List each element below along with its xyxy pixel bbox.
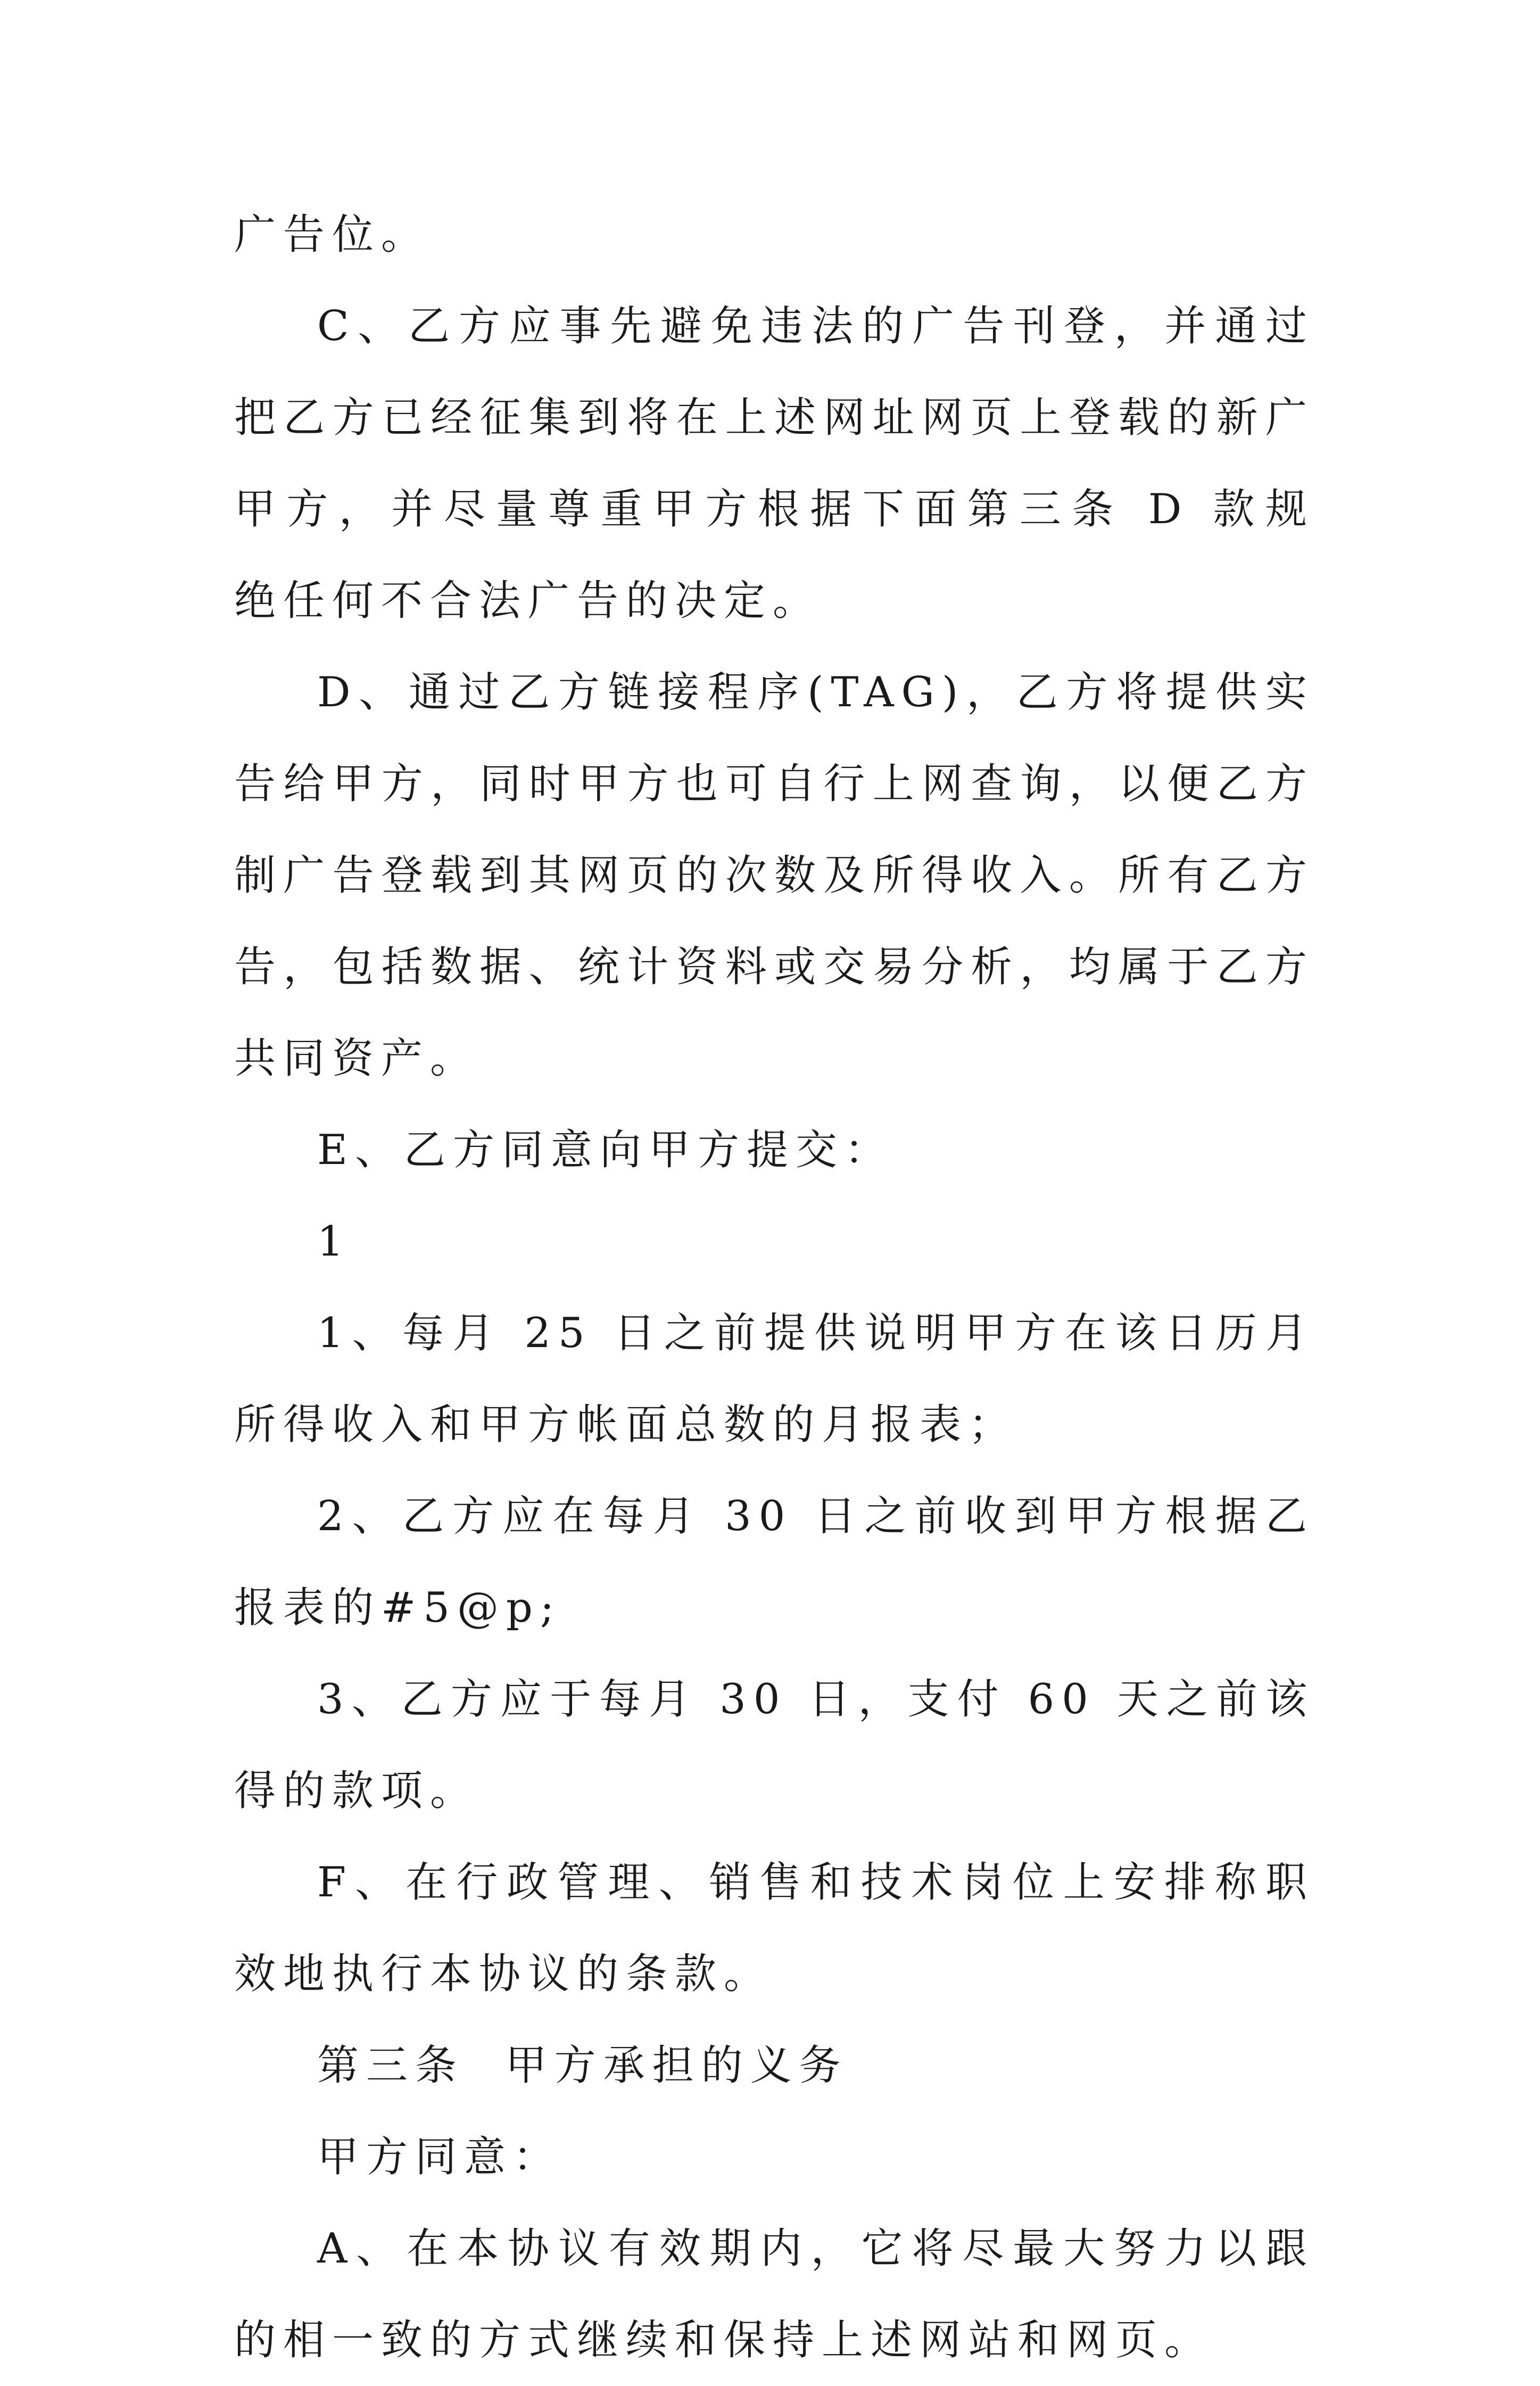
paragraph-line: 甲方，并尽量尊重甲方根据下面第三条 D 款规	[234, 485, 1314, 533]
document-body	[234, 189, 1314, 2386]
paragraph-line: 2、乙方应在每月 30 日之前收到甲方根据乙	[317, 1492, 1314, 1540]
paragraph-line: 把乙方已经征集到将在上述网址网页上登载的新广	[234, 394, 1314, 442]
paragraph-line: 绝任何不合法广告的决定。	[234, 577, 822, 625]
paragraph-line: 甲方同意：	[317, 2133, 562, 2181]
paragraph-line: 广告位。	[234, 211, 430, 259]
paragraph-line: F、在行政管理、销售和技术岗位上安排称职	[317, 1859, 1314, 1906]
paragraph-line: 3、乙方应于每月 30 日，支付 60 天之前该	[317, 1675, 1314, 1723]
paragraph-line: D、通过乙方链接程序(TAG)，乙方将提供实	[317, 668, 1314, 716]
paragraph-line: 告，包括数据、统计资料或交易分析，均属于乙方	[234, 943, 1314, 991]
paragraph-line: 得的款项。	[234, 1767, 479, 1815]
paragraph-line: 的相一致的方式继续和保持上述网站和网页。	[234, 2316, 1214, 2364]
paragraph-line: 所得收入和甲方帐面总数的月报表；	[234, 1401, 1018, 1449]
paragraph-line: 1、每月 25 日之前提供说明甲方在该日历月	[317, 1309, 1314, 1357]
section-heading: 第三条 甲方承担的义务	[317, 2042, 848, 2090]
paragraph-line: 1	[317, 1218, 351, 1266]
paragraph-line: 报表的#5@p;	[234, 1584, 562, 1632]
paragraph-line: 效地执行本协议的条款。	[234, 1950, 773, 1998]
paragraph-line: 共同资产。	[234, 1035, 479, 1083]
paragraph-line: A、在本协议有效期内，它将尽最大努力以跟	[317, 2225, 1314, 2273]
paragraph-line: 制广告登载到其网页的次数及所得收入。所有乙方	[234, 852, 1314, 899]
paragraph-line: E、乙方同意向甲方提交：	[317, 1126, 893, 1174]
paragraph-line: C、乙方应事先避免违法的广告刊登，并通过	[317, 302, 1314, 350]
paragraph-line: 告给甲方，同时甲方也可自行上网查询，以便乙方	[234, 760, 1314, 808]
